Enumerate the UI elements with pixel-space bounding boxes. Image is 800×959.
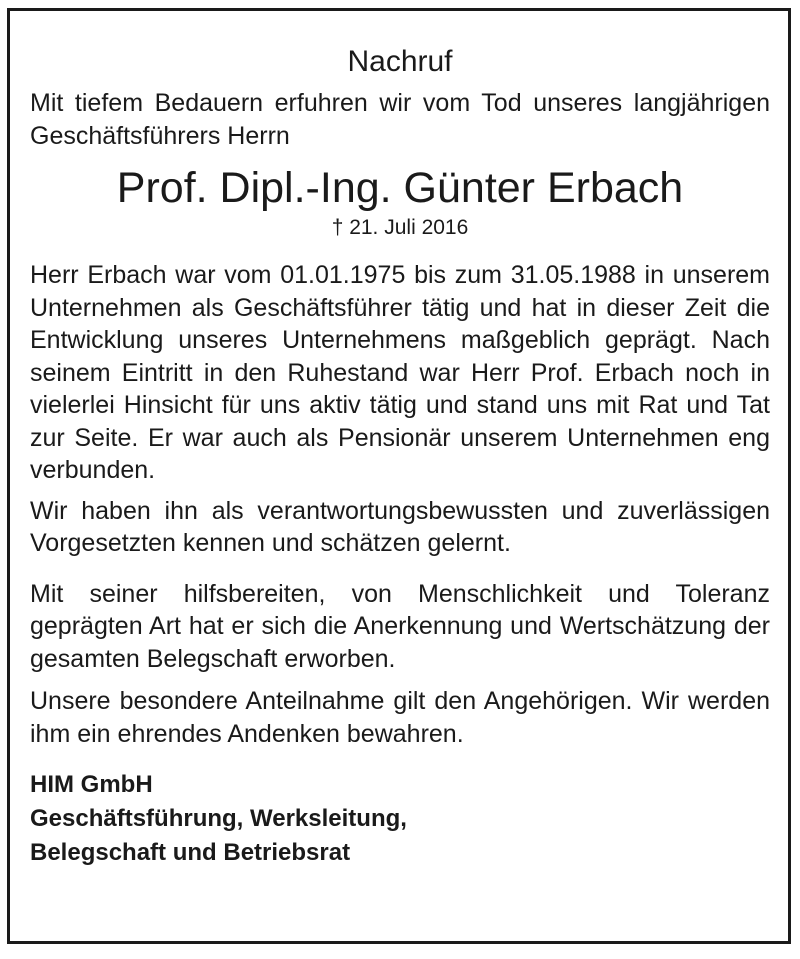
notice-frame	[7, 8, 791, 944]
deceased-name: Prof. Dipl.-Ing. Günter Erbach	[116, 164, 684, 212]
intro-text: Mit tiefem Bedauern erfuhren wir vom Tod unseres langjährigen Geschäftsführers Herrn	[30, 89, 770, 150]
signature-management: Geschäftsführung, Werksleitung,	[30, 805, 407, 832]
signature-block	[30, 768, 770, 870]
signature-staff: Belegschaft und Betriebsrat	[30, 839, 351, 866]
death-date: † 21. Juli 2016	[331, 216, 469, 239]
signature-company: HIM GmbH	[30, 771, 153, 798]
paragraph-appreciation: Wir haben ihn als verantwortungsbewussten und zuverlässigen Vorgesetzten kennen und schätzen gelernt.	[30, 496, 770, 557]
paragraph-character: Mit seiner hilfsbereiten, von Menschlichkeit und Toleranz geprägten Art hat er sich die Anerkennung und Wertschätzung der gesamten Belegschaft erworben.	[30, 579, 770, 673]
notice-content	[30, 11, 770, 870]
paragraph-condolence: Unsere besondere Anteilnahme gilt den Angehörigen. Wir werden ihm ein ehrendes Andenken bewahren.	[30, 687, 770, 748]
paragraph-career: Herr Erbach war vom 01.01.1975 bis zum 31.05.1988 in unserem Unternehmen als Geschäftsführer tätig und hat in dieser Zeit die Entwicklung unseres Unternehmens maßgeblich geprägt. Nach seinem Eintritt in den Ruhestand war Herr Prof. Erbach noch in vielerlei Hinsicht für uns aktiv tätig und stand uns mit Rat und Tat zur Seite. Er war auch als Pensionär unserem Unternehmen eng verbunden.	[30, 261, 770, 484]
notice-heading: Nachruf	[347, 45, 453, 78]
